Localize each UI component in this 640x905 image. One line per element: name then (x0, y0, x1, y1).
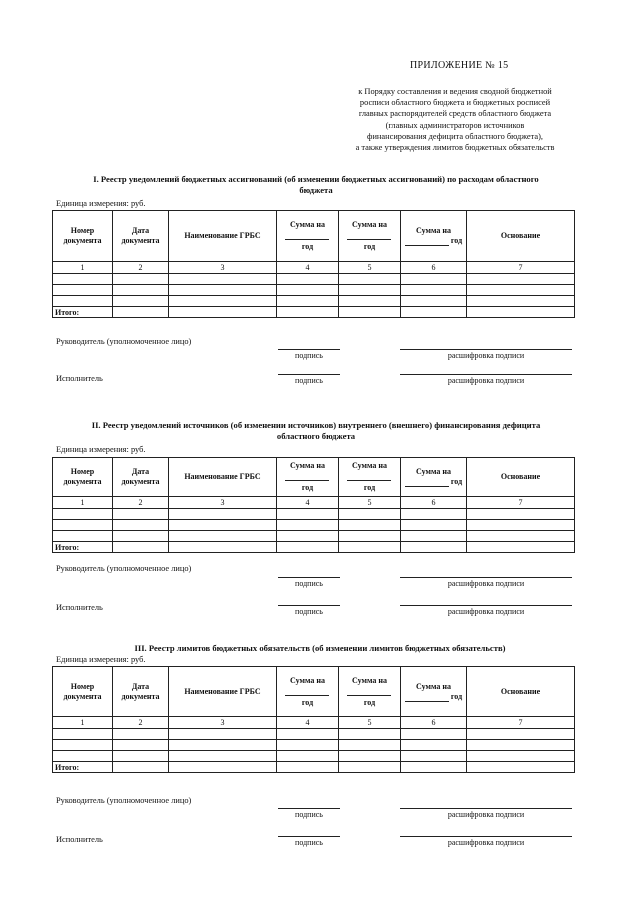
appendix-title: ПРИЛОЖЕНИЕ № 15 (410, 60, 509, 71)
header-grbs-name: Наименование ГРБС (169, 667, 277, 717)
appendix-note-line: (главных администраторов источников (385, 120, 525, 130)
table-cell[interactable] (339, 542, 401, 553)
year-blank (285, 230, 329, 240)
table-cell[interactable] (169, 509, 277, 520)
appendix-note-line: финансирования дефицита областного бюджета), (367, 131, 543, 141)
table-cell[interactable] (339, 509, 401, 520)
table-cell[interactable] (169, 285, 277, 296)
table-cell[interactable] (339, 740, 401, 751)
section-title-line: бюджета (299, 185, 333, 195)
year-blank (405, 692, 449, 702)
col-number: 4 (277, 497, 339, 509)
total-row (53, 762, 575, 773)
table-cell[interactable] (467, 296, 575, 307)
signature-line (278, 836, 340, 837)
total-label: Итого: (53, 307, 113, 318)
col-number: 6 (401, 717, 467, 729)
table-cell[interactable] (169, 274, 277, 285)
section-2-executor-role: Исполнитель (56, 603, 103, 612)
col-number: 2 (113, 497, 169, 509)
header-sum-1 (277, 667, 339, 717)
table-cell[interactable] (339, 285, 401, 296)
table-cell[interactable] (113, 762, 169, 773)
col-number: 3 (169, 717, 277, 729)
table-cell[interactable] (277, 296, 339, 307)
table-cell[interactable] (339, 531, 401, 542)
header-doc-date: Дата документа (113, 458, 169, 497)
table-cell[interactable] (53, 729, 113, 740)
table-row (53, 296, 575, 307)
table-cell[interactable] (401, 520, 467, 531)
col-number: 4 (277, 262, 339, 274)
table-header-row (53, 211, 575, 262)
table-cell[interactable] (401, 740, 467, 751)
table-cell[interactable] (113, 729, 169, 740)
table-cell[interactable] (467, 762, 575, 773)
signature-line (278, 577, 340, 578)
table-row (53, 285, 575, 296)
header-basis: Основание (467, 667, 575, 717)
table-cell[interactable] (401, 285, 467, 296)
table-cell[interactable] (401, 542, 467, 553)
table-cell[interactable] (277, 542, 339, 553)
column-number-row (53, 717, 575, 729)
table-cell[interactable] (277, 509, 339, 520)
table-cell[interactable] (169, 762, 277, 773)
section-3-unit-label: Единица измерения: руб. (56, 655, 146, 664)
col-number: 1 (53, 497, 113, 509)
header-sum-label: Сумма на (352, 675, 387, 685)
decryption-line (400, 577, 572, 578)
table-row (53, 274, 575, 285)
table-cell[interactable] (53, 274, 113, 285)
section-1-head-role: Руководитель (уполномоченное лицо) (56, 337, 192, 346)
section-3-head-role: Руководитель (уполномоченное лицо) (56, 796, 192, 805)
table-cell[interactable] (113, 542, 169, 553)
column-number-row (53, 262, 575, 274)
header-year-label: год (450, 477, 463, 486)
table-cell[interactable] (169, 751, 277, 762)
table-cell[interactable] (113, 285, 169, 296)
total-row (53, 307, 575, 318)
table-cell[interactable] (113, 509, 169, 520)
table-cell[interactable] (53, 740, 113, 751)
decryption-line (400, 349, 572, 350)
header-sum-label: Сумма на (352, 461, 387, 470)
section-1-executor-role: Исполнитель (56, 374, 103, 383)
header-basis: Основание (467, 458, 575, 497)
table-cell[interactable] (277, 307, 339, 318)
header-year-label: год (450, 691, 463, 701)
table-row (53, 509, 575, 520)
section-title-line: I. Реестр уведомлений бюджетных ассигнований (об изменении бюджетных ассигнований) по расходам областного (93, 174, 539, 184)
appendix-note-line: главных распорядителей средств областного бюджета (358, 109, 552, 119)
table-row (53, 520, 575, 531)
header-year-label: год (301, 242, 314, 251)
table-cell[interactable] (401, 274, 467, 285)
section-2-register-table (52, 457, 575, 553)
header-sum-label: Сумма на (290, 220, 325, 229)
table-cell[interactable] (113, 296, 169, 307)
signature-line (278, 349, 340, 350)
section-title-line: III. Реестр лимитов бюджетных обязательств (об изменении лимитов бюджетных обязательств) (134, 643, 506, 653)
header-year-label: год (363, 483, 376, 492)
header-sum-3 (401, 667, 467, 717)
table-cell[interactable] (467, 285, 575, 296)
appendix-note (330, 86, 580, 153)
header-year-label: год (301, 697, 314, 707)
section-1-title (56, 174, 576, 196)
section-title-line: областного бюджета (276, 431, 356, 441)
col-number: 7 (467, 497, 575, 509)
signature-caption: подпись (295, 351, 323, 360)
decryption-caption: расшифровка подписи (447, 810, 525, 819)
header-sum-3 (401, 458, 467, 497)
table-cell[interactable] (113, 307, 169, 318)
table-cell[interactable] (169, 307, 277, 318)
table-cell[interactable] (401, 729, 467, 740)
header-year-label: год (363, 697, 376, 707)
col-number: 5 (339, 262, 401, 274)
table-cell[interactable] (53, 285, 113, 296)
table-cell[interactable] (467, 542, 575, 553)
appendix-note-line: росписи областного бюджета и бюджетных росписей (359, 98, 551, 108)
table-cell[interactable] (277, 520, 339, 531)
header-doc-number: Номер документа (53, 458, 113, 497)
table-cell[interactable] (401, 296, 467, 307)
table-cell[interactable] (401, 762, 467, 773)
year-blank (347, 686, 391, 696)
header-sum-2 (339, 211, 401, 262)
signature-line (278, 374, 340, 375)
year-blank (347, 471, 391, 481)
table-cell[interactable] (113, 751, 169, 762)
table-cell[interactable] (277, 751, 339, 762)
col-number: 7 (467, 717, 575, 729)
section-3-register-table (52, 666, 575, 773)
col-number: 6 (401, 262, 467, 274)
header-sum-1 (277, 211, 339, 262)
section-3-executor-role: Исполнитель (56, 835, 103, 844)
decryption-caption: расшифровка подписи (447, 838, 525, 847)
table-cell[interactable] (467, 740, 575, 751)
table-cell[interactable] (467, 509, 575, 520)
col-number: 4 (277, 717, 339, 729)
header-sum-2 (339, 667, 401, 717)
table-cell[interactable] (53, 751, 113, 762)
total-row (53, 542, 575, 553)
header-grbs-name: Наименование ГРБС (169, 458, 277, 497)
header-year-label: год (363, 242, 376, 251)
table-cell[interactable] (53, 531, 113, 542)
table-row (53, 729, 575, 740)
table-cell[interactable] (277, 531, 339, 542)
section-1-register-table (52, 210, 575, 318)
table-row (53, 740, 575, 751)
header-doc-number: Номер документа (53, 211, 113, 262)
table-cell[interactable] (467, 531, 575, 542)
header-sum-label: Сумма на (290, 675, 325, 685)
table-cell[interactable] (169, 296, 277, 307)
table-cell[interactable] (467, 520, 575, 531)
signature-caption: подпись (295, 607, 323, 616)
table-cell[interactable] (339, 274, 401, 285)
decryption-line (400, 836, 572, 837)
table-cell[interactable] (401, 531, 467, 542)
header-doc-date: Дата документа (113, 667, 169, 717)
table-row (53, 751, 575, 762)
table-cell[interactable] (113, 531, 169, 542)
table-cell[interactable] (169, 531, 277, 542)
table-cell[interactable] (277, 285, 339, 296)
total-label: Итого: (53, 762, 113, 773)
year-blank (285, 471, 329, 481)
table-cell[interactable] (339, 296, 401, 307)
header-sum-label: Сумма на (416, 681, 451, 691)
table-row (53, 531, 575, 542)
signature-line (278, 808, 340, 809)
decryption-caption: расшифровка подписи (447, 351, 525, 360)
appendix-note-line: а также утверждения лимитов бюджетных обязательств (355, 143, 555, 153)
col-number: 5 (339, 717, 401, 729)
table-cell[interactable] (113, 274, 169, 285)
section-2-unit-label: Единица измерения: руб. (56, 445, 146, 454)
header-doc-date: Дата документа (113, 211, 169, 262)
header-sum-label: Сумма на (352, 220, 387, 229)
header-doc-number: Номер документа (53, 667, 113, 717)
col-number: 3 (169, 497, 277, 509)
header-sum-label: Сумма на (416, 467, 451, 476)
header-year-label: год (450, 236, 463, 245)
col-number: 2 (113, 262, 169, 274)
header-grbs-name: Наименование ГРБС (169, 211, 277, 262)
table-cell[interactable] (339, 751, 401, 762)
decryption-line (400, 374, 572, 375)
table-cell[interactable] (169, 520, 277, 531)
section-2-head-role: Руководитель (уполномоченное лицо) (56, 564, 192, 573)
table-cell[interactable] (467, 729, 575, 740)
col-number: 5 (339, 497, 401, 509)
year-blank (405, 477, 449, 487)
table-cell[interactable] (169, 729, 277, 740)
section-1-unit-label: Единица измерения: руб. (56, 199, 146, 208)
table-cell[interactable] (169, 740, 277, 751)
table-cell[interactable] (277, 274, 339, 285)
table-cell[interactable] (339, 762, 401, 773)
table-cell[interactable] (53, 509, 113, 520)
col-number: 3 (169, 262, 277, 274)
table-cell[interactable] (401, 751, 467, 762)
section-title-line: II. Реестр уведомлений источников (об изменении источников) внутреннего (внешнего) финансирования дефицита (91, 420, 541, 430)
table-cell[interactable] (113, 740, 169, 751)
header-sum-label: Сумма на (416, 226, 451, 235)
signature-line (278, 605, 340, 606)
table-cell[interactable] (467, 307, 575, 318)
section-3-title (60, 643, 580, 654)
table-cell[interactable] (53, 296, 113, 307)
table-cell[interactable] (277, 740, 339, 751)
signature-caption: подпись (295, 376, 323, 385)
table-cell[interactable] (169, 542, 277, 553)
table-cell[interactable] (113, 520, 169, 531)
table-cell[interactable] (277, 762, 339, 773)
table-cell[interactable] (339, 729, 401, 740)
header-sum-3 (401, 211, 467, 262)
header-year-label: год (301, 483, 314, 492)
header-basis: Основание (467, 211, 575, 262)
table-header-row (53, 458, 575, 497)
decryption-line (400, 808, 572, 809)
table-cell[interactable] (467, 274, 575, 285)
col-number: 1 (53, 262, 113, 274)
table-cell[interactable] (277, 729, 339, 740)
year-blank (347, 230, 391, 240)
table-cell[interactable] (401, 509, 467, 520)
col-number: 6 (401, 497, 467, 509)
total-label: Итого: (53, 542, 113, 553)
table-header-row (53, 667, 575, 717)
column-number-row (53, 497, 575, 509)
table-cell[interactable] (53, 520, 113, 531)
decryption-caption: расшифровка подписи (447, 579, 525, 588)
col-number: 1 (53, 717, 113, 729)
section-2-title (56, 420, 576, 442)
table-cell[interactable] (339, 307, 401, 318)
table-cell[interactable] (467, 751, 575, 762)
signature-caption: подпись (295, 579, 323, 588)
header-sum-label: Сумма на (290, 461, 325, 470)
header-sum-1 (277, 458, 339, 497)
col-number: 2 (113, 717, 169, 729)
decryption-caption: расшифровка подписи (447, 607, 525, 616)
col-number: 7 (467, 262, 575, 274)
appendix-note-line: к Порядку составления и ведения сводной бюджетной (358, 87, 552, 96)
signature-caption: подпись (295, 810, 323, 819)
header-sum-2 (339, 458, 401, 497)
signature-caption: подпись (295, 838, 323, 847)
decryption-caption: расшифровка подписи (447, 376, 525, 385)
decryption-line (400, 605, 572, 606)
year-blank (285, 686, 329, 696)
table-cell[interactable] (339, 520, 401, 531)
table-cell[interactable] (401, 307, 467, 318)
year-blank (405, 236, 449, 246)
